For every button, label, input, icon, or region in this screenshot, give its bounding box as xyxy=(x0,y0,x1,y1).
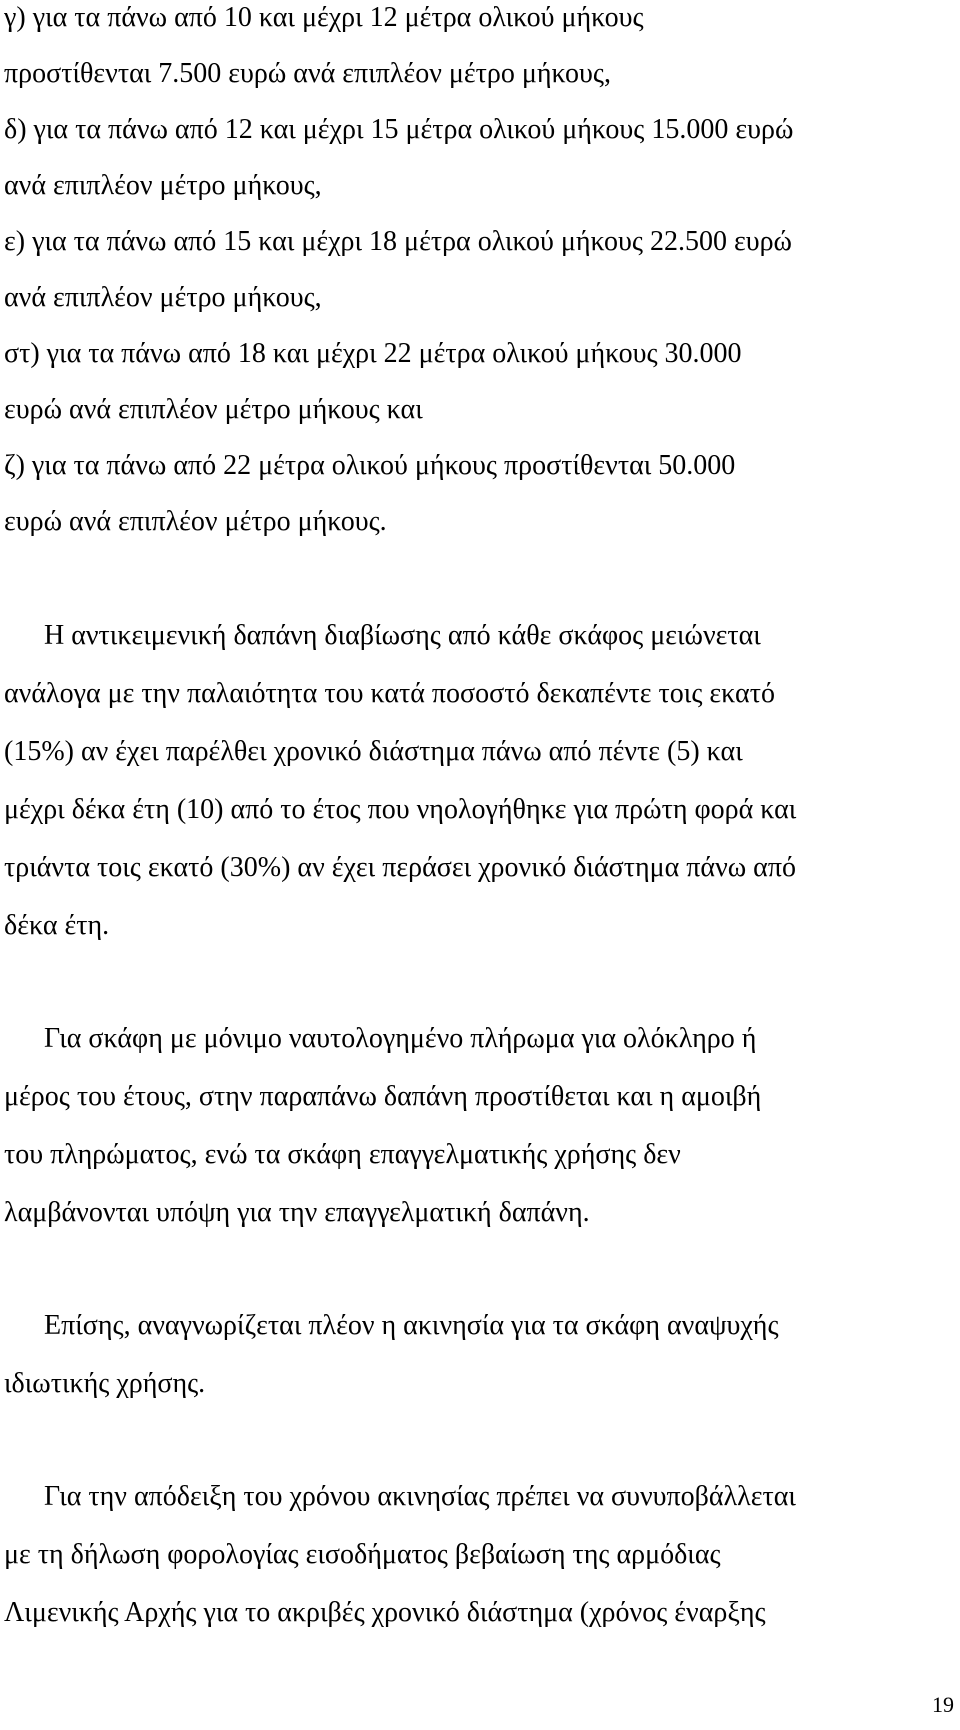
paragraph-line: δέκα έτη. xyxy=(4,910,110,941)
list-line: ευρώ ανά επιπλέον μέτρο μήκους. xyxy=(4,506,387,537)
list-line: ζ) για τα πάνω από 22 μέτρα ολικού μήκους προστίθενται 50.000 xyxy=(4,450,736,481)
paragraph-line: τριάντα τοις εκατό (30%) αν έχει περάσει χρονικό διάστημα πάνω από xyxy=(4,852,796,883)
paragraph-line: (15%) αν έχει παρέλθει χρονικό διάστημα πάνω από πέντε (5) και xyxy=(4,736,743,767)
paragraph-line: μέχρι δέκα έτη (10) από το έτος που νηολογήθηκε για πρώτη φορά και xyxy=(4,794,797,825)
list-line: ευρώ ανά επιπλέον μέτρο μήκους και xyxy=(4,394,423,425)
paragraph-line: Λιμενικής Αρχής για το ακριβές χρονικό διάστημα (χρόνος έναρξης xyxy=(4,1597,766,1628)
list-line: ε) για τα πάνω από 15 και μέχρι 18 μέτρα ολικού μήκους 22.500 ευρώ xyxy=(4,226,792,257)
list-line: ανά επιπλέον μέτρο μήκους, xyxy=(4,282,322,313)
paragraph-line: Για σκάφη με μόνιμο ναυτολογημένο πλήρωμα για ολόκληρο ή xyxy=(44,1023,757,1054)
paragraph-line: ανάλογα με την παλαιότητα του κατά ποσοστό δεκαπέντε τοις εκατό xyxy=(4,678,775,709)
paragraph-line: του πληρώματος, ενώ τα σκάφη επαγγελματικής χρήσης δεν xyxy=(4,1139,681,1170)
page-number: 19 xyxy=(932,1692,954,1717)
paragraph-line: λαμβάνονται υπόψη για την επαγγελματική δαπάνη. xyxy=(4,1197,590,1228)
paragraph-line: ιδιωτικής χρήσης. xyxy=(4,1368,206,1399)
list-line: ανά επιπλέον μέτρο μήκους, xyxy=(4,170,322,201)
paragraph-line: Για την απόδειξη του χρόνου ακινησίας πρέπει να συνυποβάλλεται xyxy=(44,1481,796,1512)
list-line: δ) για τα πάνω από 12 και μέχρι 15 μέτρα ολικού μήκους 15.000 ευρώ xyxy=(4,114,794,145)
paragraph-line: μέρος του έτους, στην παραπάνω δαπάνη προστίθεται και η αμοιβή xyxy=(4,1081,762,1112)
list-line: προστίθενται 7.500 ευρώ ανά επιπλέον μέτρο μήκους, xyxy=(4,58,611,89)
paragraph-line: με τη δήλωση φορολογίας εισοδήματος βεβαίωση της αρμόδιας xyxy=(4,1539,721,1570)
list-line: στ) για τα πάνω από 18 και μέχρι 22 μέτρα ολικού μήκους 30.000 xyxy=(4,338,742,369)
list-line: γ) για τα πάνω από 10 και μέχρι 12 μέτρα ολικού μήκους xyxy=(4,2,644,33)
paragraph-line: Η αντικειμενική δαπάνη διαβίωσης από κάθε σκάφος μειώνεται xyxy=(44,620,761,651)
paragraph-line: Επίσης, αναγνωρίζεται πλέον η ακινησία για τα σκάφη αναψυχής xyxy=(44,1310,779,1341)
